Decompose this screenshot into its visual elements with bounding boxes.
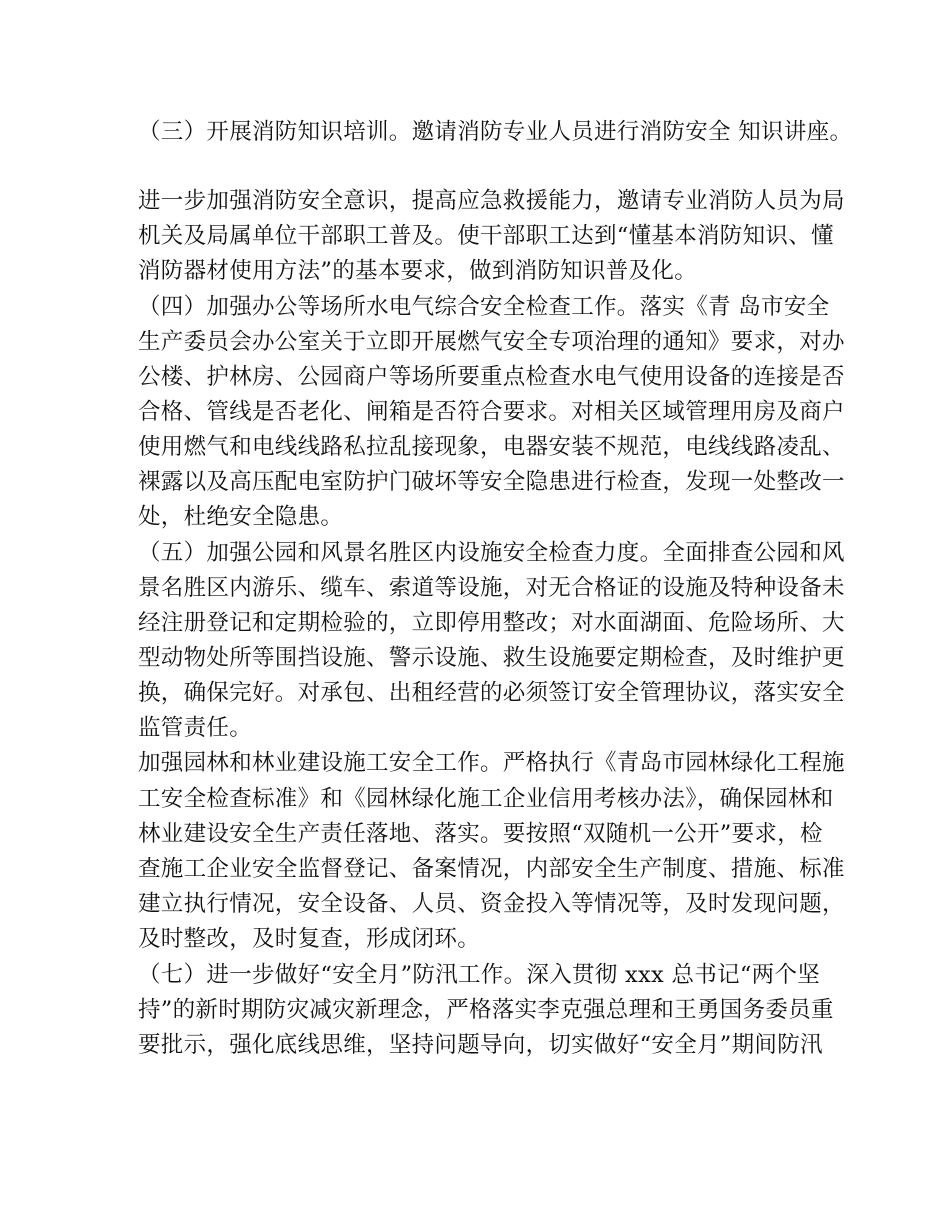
paragraph-line: （七）进一步做好“安全月”防汛工作。深入贯彻 xxx 总书记“两个坚 (138, 962, 821, 988)
paragraph-line: 生产委员会办公室关于立即开展燃气安全专项治理的通知》要求，对办 (138, 329, 845, 355)
paragraph-line: 查施工企业安全监督登记、备案情况，内部安全生产制度、措施、标准 (138, 856, 845, 882)
paragraph-line: 景名胜区内游乐、缆车、索道等设施，对无合格证的设施及特种设备未 (138, 575, 845, 601)
paragraph-line: 合格、管线是否老化、闸箱是否符合要求。对相关区域管理用房及商户 (138, 399, 845, 425)
paragraph-line: 监管责任。 (138, 715, 253, 741)
paragraph-line: （四）加强办公等场所水电气综合安全检查工作。落实《青 岛市安全 (138, 294, 830, 320)
paragraph-line: 公楼、护林房、公园商户等场所要重点检查水电气使用设备的连接是否 (138, 364, 845, 390)
paragraph-line: 林业建设安全生产责任落地、落实。要按照“双随机一公开”要求，检 (138, 821, 823, 847)
paragraph-line: 持”的新时期防灾减灾新理念，严格落实李克强总理和王勇国务委员重 (138, 997, 834, 1023)
paragraph-line: 使用燃气和电线线路私拉乱接现象，电器安装不规范，电线线路凌乱、 (138, 434, 845, 460)
paragraph-line: 处，杜绝安全隐患。 (138, 504, 344, 530)
paragraph-line: 建立执行情况，安全设备、人员、资金投入等情况等，及时发现问题， (138, 891, 845, 917)
paragraph-line: 换，确保完好。对承包、出租经营的必须签订安全管理协议，落实安全 (138, 680, 845, 706)
paragraph-line: 型动物处所等围挡设施、警示设施、救生设施要定期检查，及时维护更 (138, 645, 845, 671)
paragraph-line: 消防器材使用方法”的基本要求，做到消防知识普及化。 (138, 258, 698, 284)
paragraph-line: 经注册登记和定期检验的，立即停用整改；对水面湖面、危险场所、大 (138, 610, 845, 636)
paragraph-line: 及时整改，及时复查，形成闭环。 (138, 926, 481, 952)
paragraph-line: 加强园林和林业建设施工安全工作。严格执行《青岛市园林绿化工程施 (138, 750, 845, 776)
paragraph-line: （五）加强公园和风景名胜区内设施安全检查力度。全面排查公园和风 (138, 540, 845, 566)
paragraph-line: 工安全检查标准》和《园林绿化施工企业信用考核办法》，确保园林和 (138, 786, 834, 812)
paragraph-line: 机关及局属单位干部职工普及。使干部职工达到“懂基本消防知识、懂 (138, 223, 834, 249)
paragraph-line: 进一步加强消防安全意识，提高应急救援能力，邀请专业消防人员为局 (138, 188, 845, 214)
paragraph-line: 要批示，强化底线思维，坚持问题导向，切实做好“安全月”期间防汛 (138, 1032, 823, 1058)
paragraph-line: （三）开展消防知识培训。邀请消防专业人员进行消防安全 知识讲座。 (138, 119, 853, 145)
paragraph-line: 裸露以及高压配电室防护门破坏等安全隐患进行检查，发现一处整改一 (138, 469, 845, 495)
